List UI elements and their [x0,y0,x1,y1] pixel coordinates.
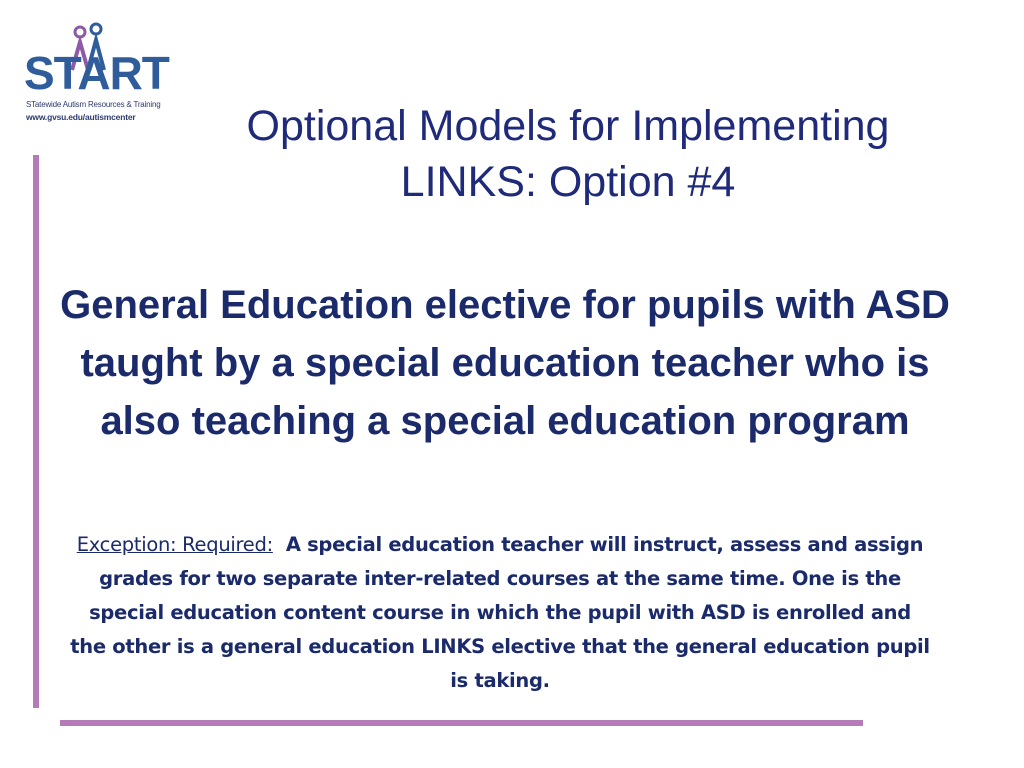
slide-title [150,98,986,210]
start-logo [22,22,169,126]
logo-wordmark: START [24,47,169,99]
vertical-divider [33,155,39,708]
slide-body [70,528,930,698]
logo-tagline: STatewide Autism Resources & Training [26,100,161,109]
body-text: A special education teacher will instruct, assess and assign grades for two separate inter-related courses at the same time. One is the special education content course in which the pupil with ASD is enrolled and the other is a general education LINKS elective that the general education pupil is taking. [70,533,930,692]
logo-url: www.gvsu.edu/autismcenter [26,112,136,122]
title-line-1: Optional Models for Implementing [246,102,890,150]
slide-subtitle: General Education elective for pupils with ASD taught by a special education teacher who is also teaching a special education program [60,283,950,443]
horizontal-divider [60,720,863,726]
exception-label: Exception: Required: [76,533,273,556]
title-line-2: LINKS: Option #4 [400,158,736,206]
